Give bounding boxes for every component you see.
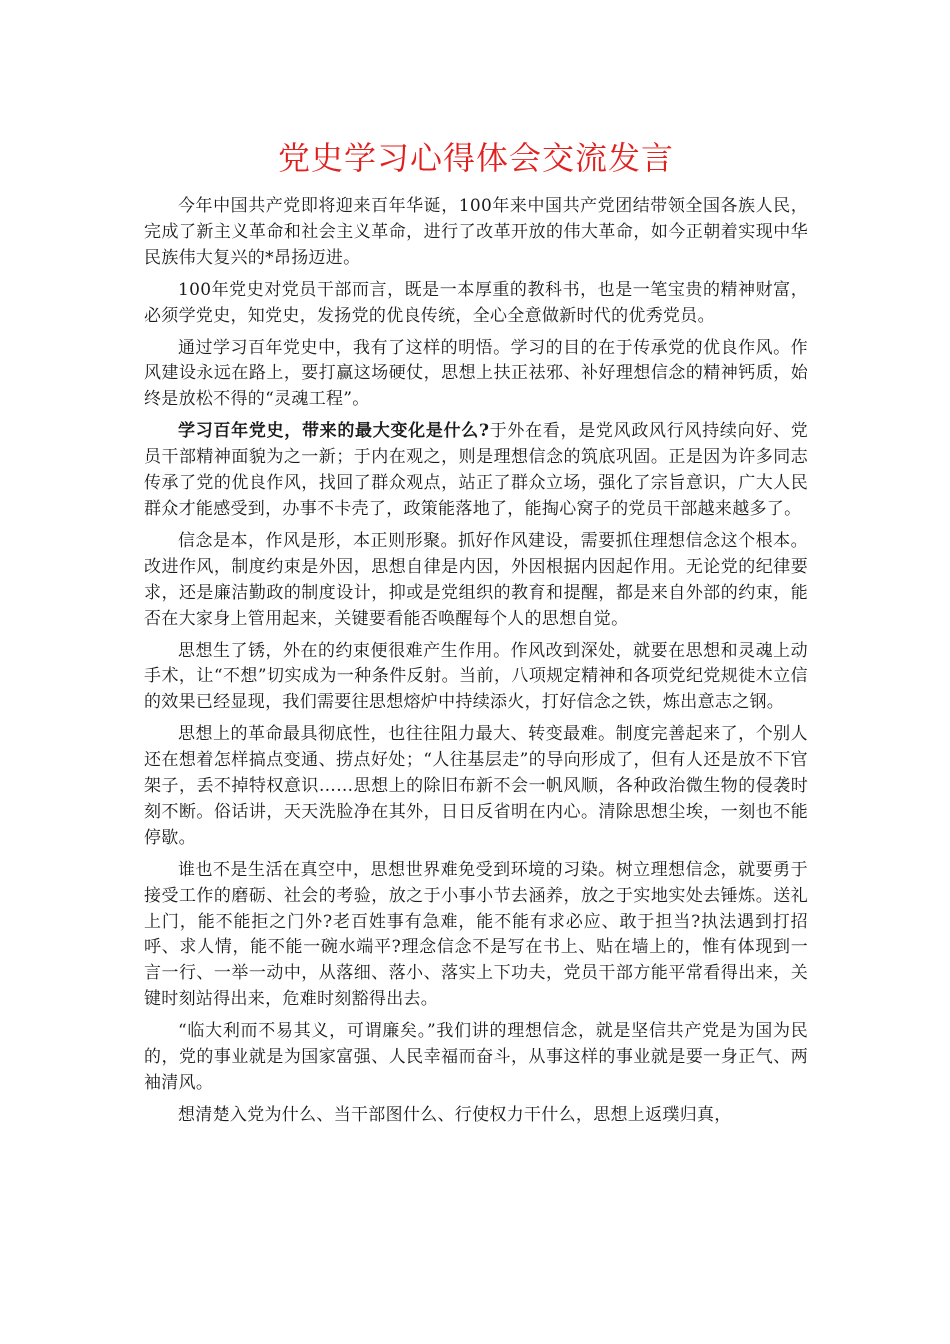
paragraph <box>144 336 808 414</box>
paragraph <box>144 419 808 523</box>
paragraph-text: “临大利而不易其义，可谓廉矣。”我们讲的理想信念，就是坚信共产党是为国为民的，党的事业就是为国家富强、人民幸福而奋斗，从事这样的事业就是要一身正气、两袖清风。 <box>144 1021 808 1093</box>
paragraph <box>144 858 808 1013</box>
paragraph <box>144 722 808 852</box>
paragraph-text: 100年党史对党员干部而言，既是一本厚重的教科书，也是一笔宝贵的精神财富，必须学党史，知党史，发扬党的优良传统，全心全意做新时代的优秀党员。 <box>144 279 808 326</box>
paragraph-text: 于外在看，是党风政风行风持续向好、党员干部精神面貌为之一新；于内在观之，则是理想信念的筑底巩固。正是因为许多同志传承了党的优良作风，找回了群众观点，站正了群众立场，强化了宗旨意识，广大人民群众才能感受到，办事不卡壳了，政策能落地了，能掏心窝子的党员干部越来越多了。 <box>144 421 808 519</box>
paragraph-text: 思想上的革命最具彻底性，也往往阻力最大、转变最难。制度完善起来了，个别人还在想着怎样搞点变通、捞点好处；“人往基层走”的导向形成了，但有人还是放不下官架子，丢不掉特权意识……思想上的除旧布新不会一帆风顺，各种政治微生物的侵袭时刻不断。俗话讲，天天洗脸净在其外，日日反省明在内心。清除思想尘埃，一刻也不能停歇。 <box>144 724 808 848</box>
paragraph <box>144 194 808 272</box>
document-page <box>144 136 808 1135</box>
paragraph-text: 通过学习百年党史中，我有了这样的明悟。学习的目的在于传承党的优良作风。作风建设永远在路上，要打赢这场硬仗，思想上扶正祛邪、补好理想信念的精神钙质，始终是放松不得的“灵魂工程”。 <box>144 337 808 410</box>
paragraph-lead-question: 学习百年党史，带来的最大变化是什么? <box>178 421 490 442</box>
paragraph <box>144 1019 808 1097</box>
paragraph-text: 想清楚入党为什么、当干部图什么、行使权力干什么，思想上返璞归真， <box>178 1104 732 1125</box>
paragraph-text: 谁也不是生活在真空中，思想世界难免受到环境的习染。树立理想信念，就要勇于接受工作的磨砺、社会的考验，放之于小事小节去涵养，放之于实地实处去锤炼。送礼上门，能不能拒之门外?老百姓事有急难，能不能有求必应、敢于担当?执法遇到打招呼、求人情，能不能一碗水端平?理念信念不是写在书上、贴在墙上的，惟有体现到一言一行、一举一动中，从落细、落小、落实上下功夫，党员干部方能平常看得出来，关键时刻站得出来，危难时刻豁得出去。 <box>144 859 808 1010</box>
paragraph-text: 今年中国共产党即将迎来百年华诞，100年来中国共产党团结带领全国各族人民，完成了新主义革命和社会主义革命，进行了改革开放的伟大革命，如今正朝着实现中华民族伟大复兴的*昂扬迈进。 <box>144 196 808 268</box>
document-title: 党史学习心得体会交流发言 <box>277 139 674 177</box>
paragraph <box>144 639 808 717</box>
paragraph <box>144 1103 808 1129</box>
paragraph <box>144 278 808 330</box>
paragraph-text: 信念是本，作风是形，本正则形聚。抓好作风建设，需要抓住理想信念这个根本。改进作风，制度约束是外因，思想自律是内因，外因根据内因起作用。无论党的纪律要求，还是廉洁勤政的制度设计，抑或是党组织的教育和提醒，都是来自外部的约束，能否在大家身上管用起来，关键要看能否唤醒每个人的思想自觉。 <box>144 530 808 629</box>
paragraph-text: 思想生了锈，外在的约束便很难产生作用。作风改到深处，就要在思想和灵魂上动手术，让“不想”切实成为一种条件反射。当前，八项规定精神和各项党纪党规徙木立信的效果已经显现，我们需要往思想熔炉中持续添火，打好信念之铁，炼出意志之钢。 <box>144 640 808 713</box>
paragraph <box>144 529 808 633</box>
